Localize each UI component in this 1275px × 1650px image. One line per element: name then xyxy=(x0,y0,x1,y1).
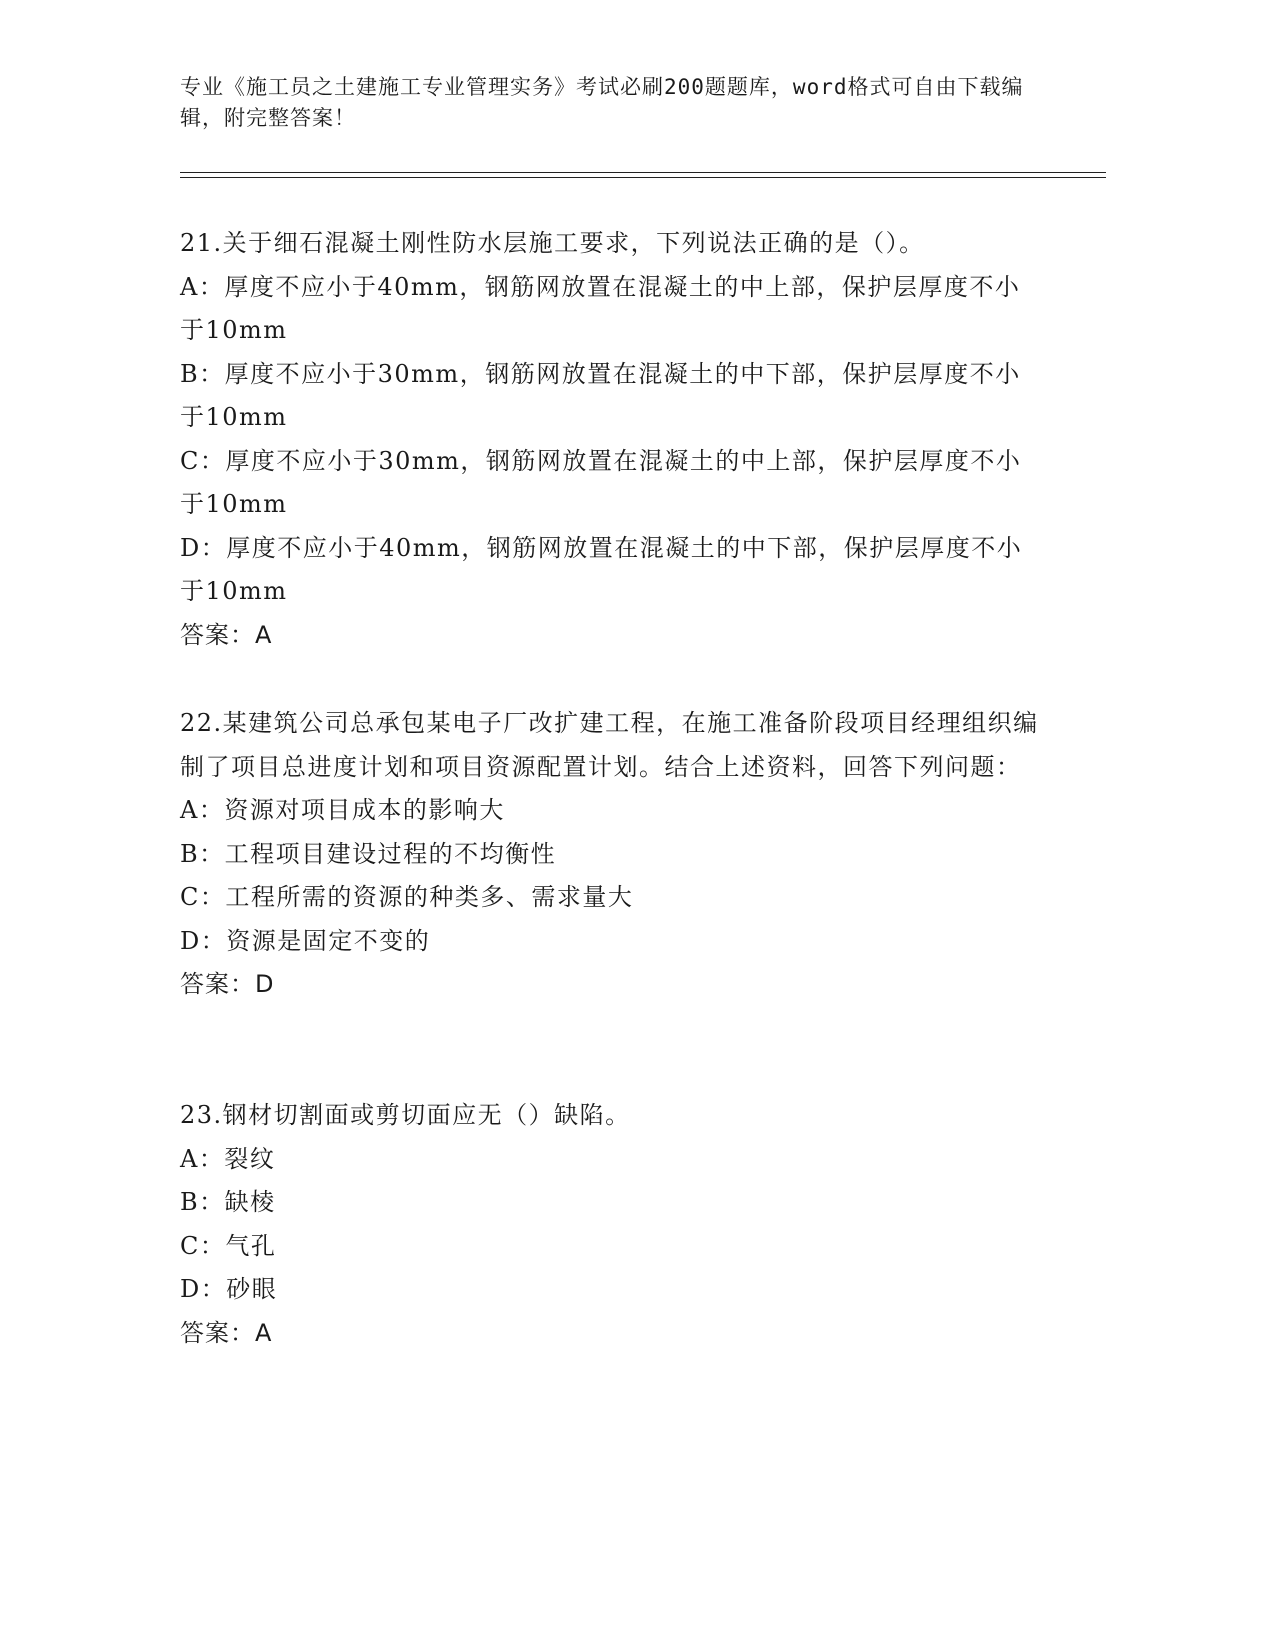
option-c: C：气孔 xyxy=(180,1231,277,1260)
question-22 xyxy=(180,702,1040,1007)
header-divider-top xyxy=(180,172,1106,173)
answer: 答案：A xyxy=(180,620,273,649)
option-a: A：裂纹 xyxy=(180,1144,276,1173)
option-c: C：工程所需的资源的种类多、需求量大 xyxy=(180,883,634,911)
option-c: C：厚度不应小于30mm，钢筋网放置在混凝土的中上部，保护层厚度不小于10mm xyxy=(180,446,1022,518)
question-stem: 22.某建筑公司总承包某电子厂改扩建工程，在施工准备阶段项目经理组织编制了项目总进度计划和项目资源配置计划。结合上述资料，回答下列问题： xyxy=(180,709,1039,781)
document-header: 专业《施工员之土建施工专业管理实务》考试必刷200题题库，word格式可自由下载编辑，附完整答案！ xyxy=(180,75,1024,130)
question-23 xyxy=(180,1094,1040,1355)
option-d: D：厚度不应小于40mm，钢筋网放置在混凝土的中下部，保护层厚度不小于10mm xyxy=(180,533,1023,605)
question-stem: 23.钢材切割面或剪切面应无（）缺陷。 xyxy=(180,1101,631,1129)
question-stem: 21.关于细石混凝土刚性防水层施工要求，下列说法正确的是（）。 xyxy=(180,229,925,257)
option-a: A：资源对项目成本的影响大 xyxy=(180,796,505,824)
option-d: D：资源是固定不变的 xyxy=(180,926,431,955)
option-b: B：厚度不应小于30mm，钢筋网放置在混凝土的中下部，保护层厚度不小于10mm xyxy=(180,359,1021,431)
answer: 答案：D xyxy=(180,970,275,998)
option-d: D：砂眼 xyxy=(180,1275,278,1303)
option-b: B：工程项目建设过程的不均衡性 xyxy=(180,839,557,868)
answer: 答案：A xyxy=(180,1318,273,1347)
question-21 xyxy=(180,222,1040,657)
option-b: B：缺棱 xyxy=(180,1188,276,1216)
header-divider-bottom xyxy=(180,177,1106,178)
option-a: A：厚度不应小于40mm，钢筋网放置在混凝土的中上部，保护层厚度不小于10mm xyxy=(180,272,1021,344)
